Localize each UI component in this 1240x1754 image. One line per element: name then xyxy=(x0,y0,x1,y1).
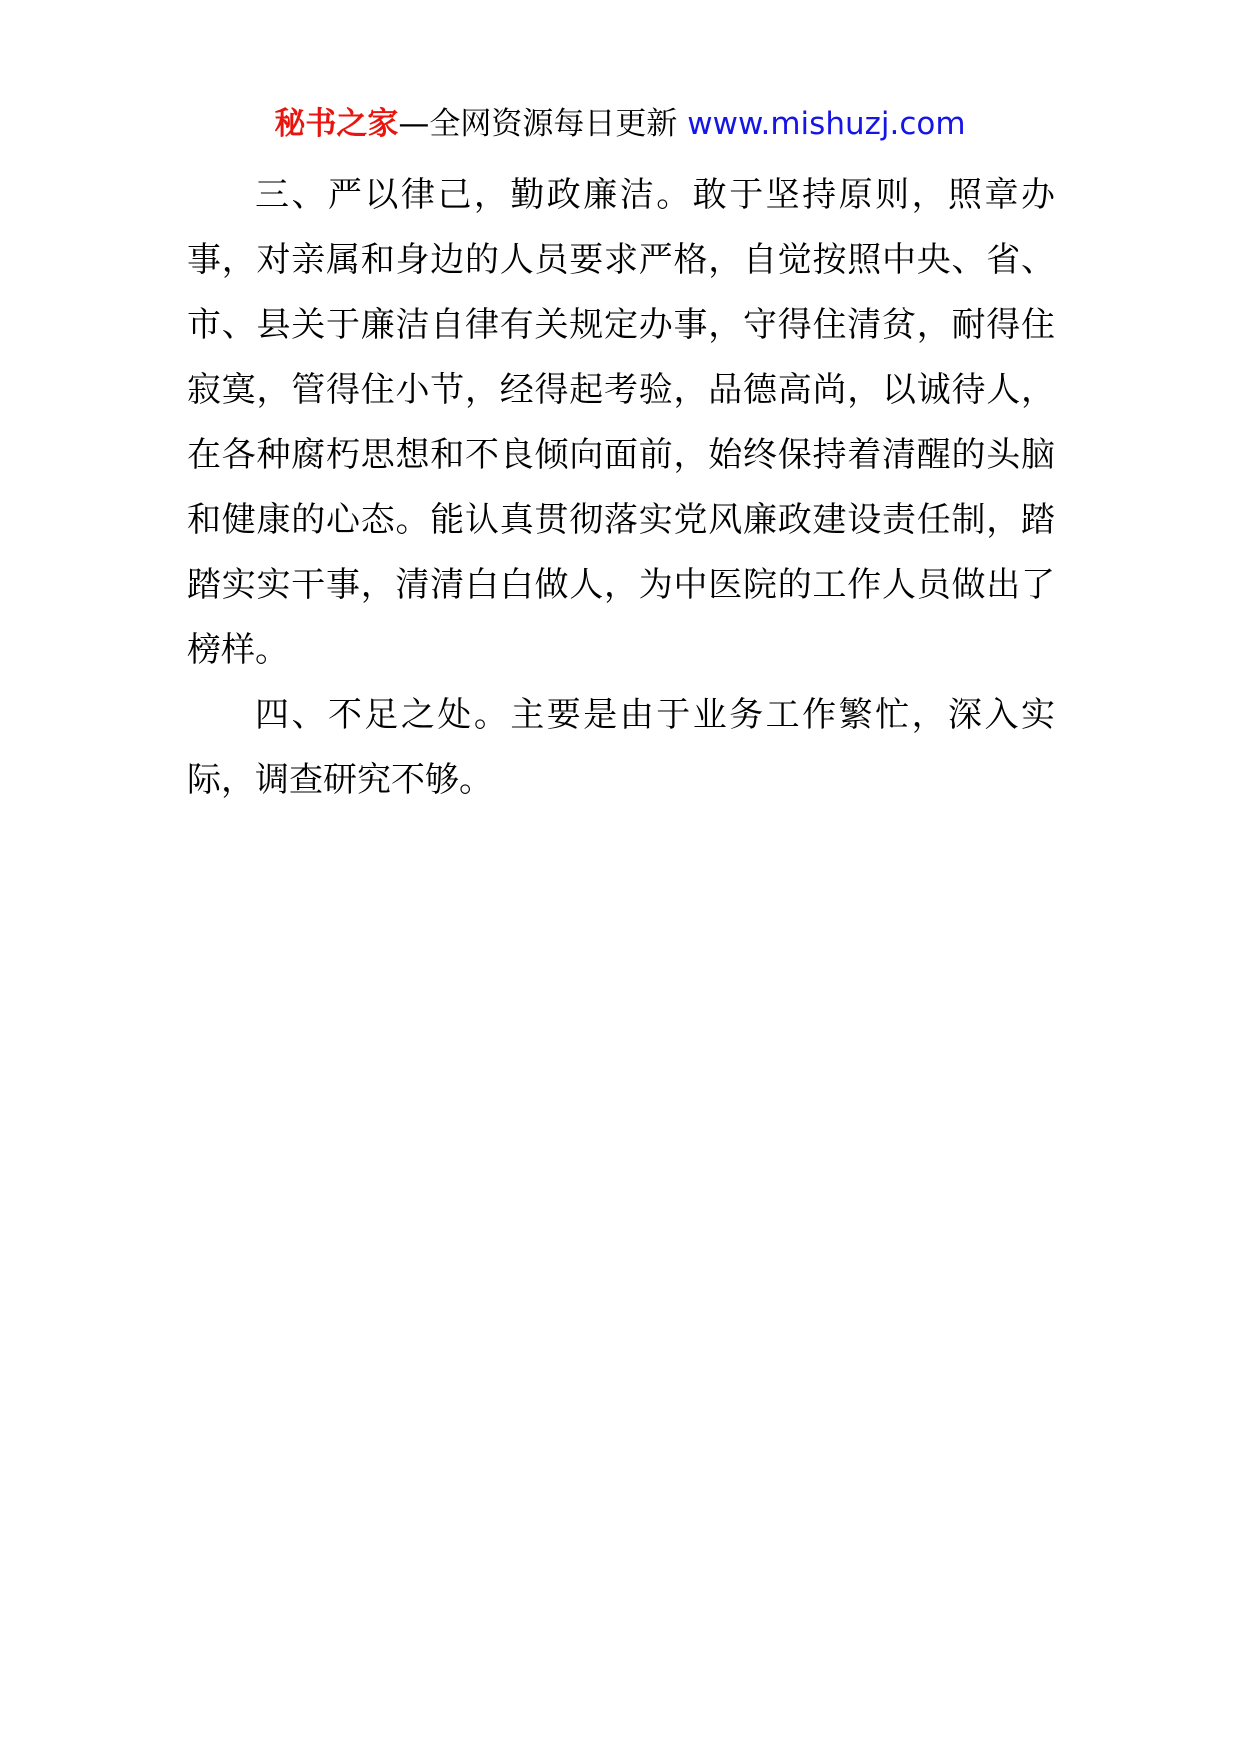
paragraph-shortcomings: 四、不足之处。主要是由于业务工作繁忙，深入实际，调查研究不够。 xyxy=(187,695,1055,800)
brand-name: 秘书之家 xyxy=(274,106,399,142)
document-body xyxy=(187,163,1055,813)
website-url[interactable]: www.mishuzj.com xyxy=(687,106,966,142)
header-slogan: —全网资源每日更新 xyxy=(398,106,688,142)
paragraph-self-discipline: 三、严以律己，勤政廉洁。敢于坚持原则，照章办事，对亲属和身边的人员要求严格，自觉按照中央、省、市、县关于廉洁自律有关规定办事，守得住清贫，耐得住寂寞，管得住小节，经得起考验，品德高尚，以诚待人，在各种腐朽思想和不良倾向面前，始终保持着清醒的头脑和健康的心态。能认真贯彻落实党风廉政建设责任制，踏踏实实干事，清清白白做人，为中医院的工作人员做出了榜样。 xyxy=(187,175,1055,670)
watermark-header xyxy=(0,104,1240,144)
